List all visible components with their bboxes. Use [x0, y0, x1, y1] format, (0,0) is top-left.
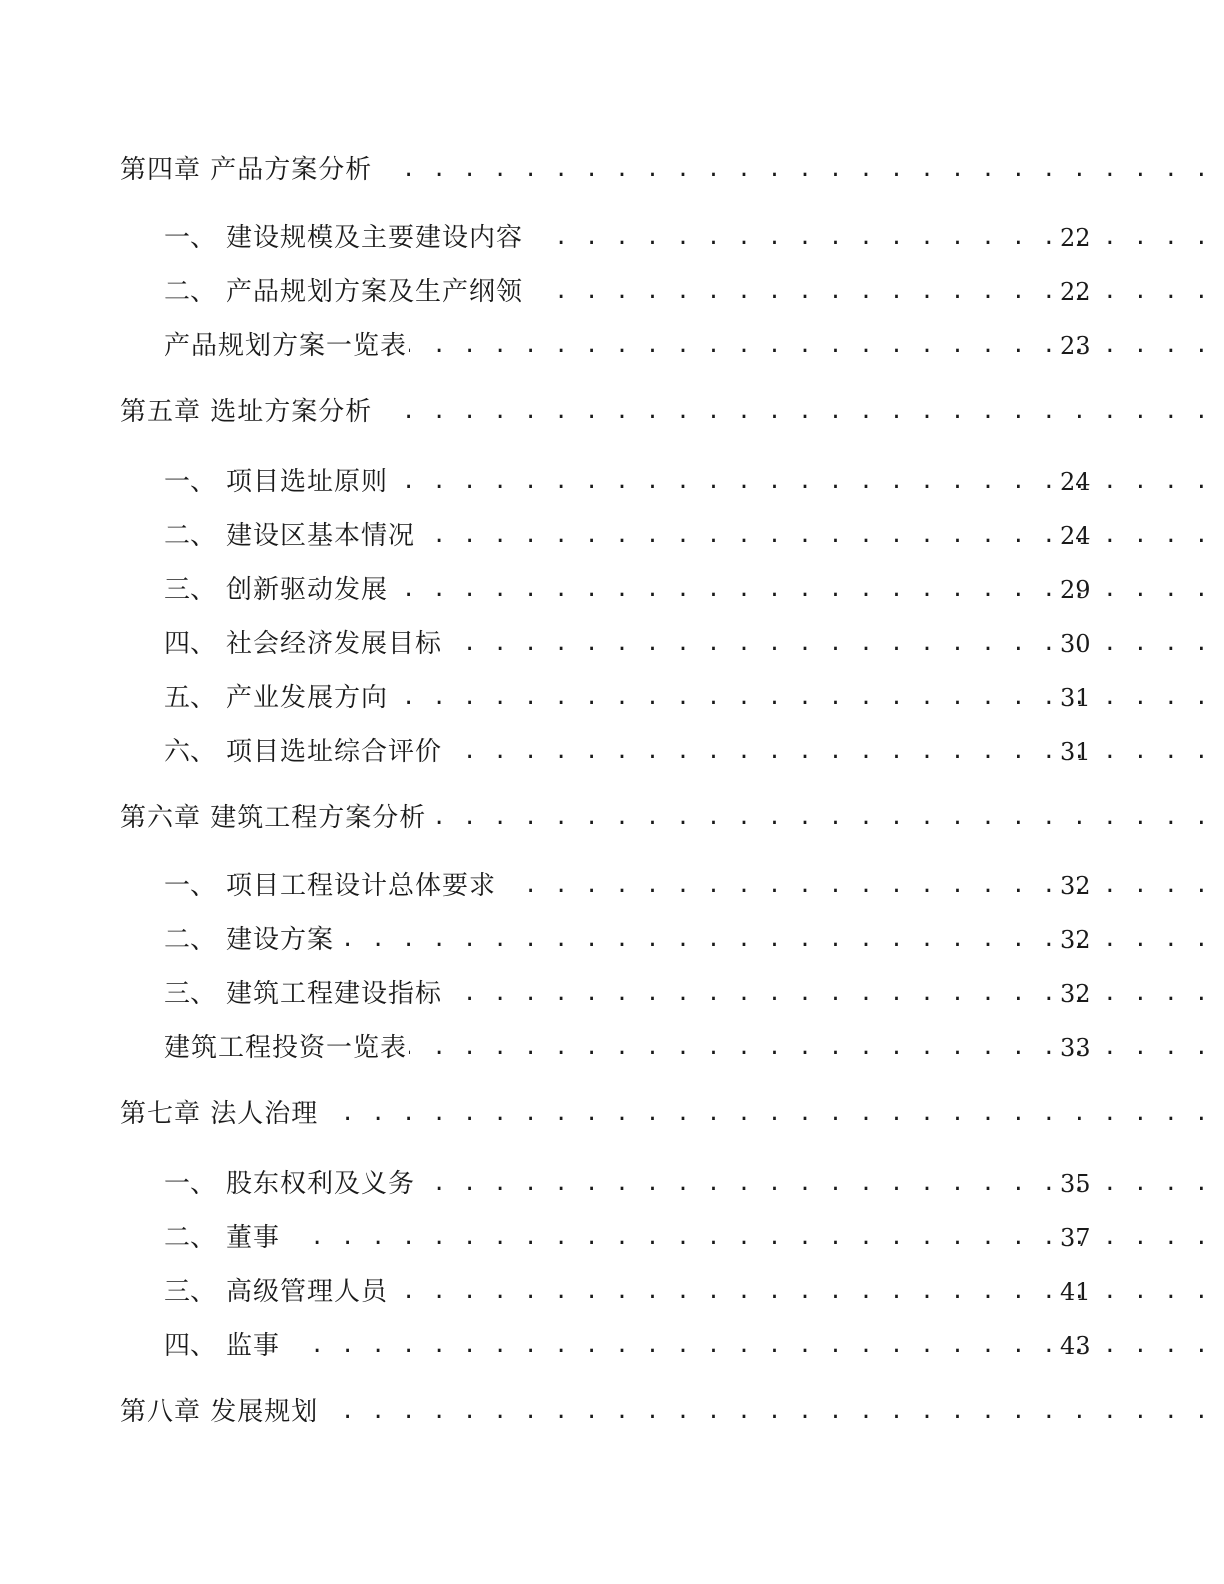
toc-section-number: 二、: [164, 521, 217, 551]
toc-chapter-4[interactable]: [120, 150, 1210, 190]
toc-chapter-title: 第八章 发展规划: [120, 1397, 319, 1427]
toc-page-number: . . . 37: [1060, 1224, 1091, 1252]
toc-section-5-6[interactable]: [164, 732, 1210, 772]
dot-leader: [533, 272, 1210, 312]
toc-section-5-1[interactable]: [164, 462, 1210, 502]
toc-chapter-title: 第七章 法人治理: [120, 1099, 319, 1129]
toc-section-number: 三、: [164, 1277, 217, 1307]
dot-leader: [382, 150, 1210, 190]
toc-page-number: . . . 29: [1060, 576, 1091, 604]
toc-section-title: 项目工程设计总体要求: [226, 871, 497, 901]
toc-section-6-3[interactable]: [164, 974, 1210, 1014]
toc-section-title: 股东权利及义务: [226, 1169, 416, 1199]
toc-page-number: . . . 32: [1060, 872, 1091, 900]
dot-leader: [417, 1164, 1210, 1204]
toc-page-number: . . . 22: [1060, 224, 1091, 252]
dot-leader: [290, 1218, 1210, 1258]
toc-chapter-title: 第六章 建筑工程方案分析: [120, 803, 427, 833]
dot-leader: [382, 392, 1210, 432]
toc-section-title: 项目选址原则: [226, 467, 389, 497]
toc-table-title: 建筑工程投资一览表: [164, 1033, 408, 1063]
toc-page-number: . . . 41: [1060, 1278, 1091, 1306]
toc-section-title: 社会经济发展目标: [226, 629, 443, 659]
toc-page-number: . . . 24: [1060, 522, 1091, 550]
toc-section-number: 四、: [164, 629, 217, 659]
dot-leader: [506, 866, 1210, 906]
toc-section-title: 产业发展方向: [226, 683, 389, 713]
dot-leader: [409, 1028, 1210, 1068]
toc-page-number: . . . 32: [1060, 926, 1091, 954]
toc-section-number: 一、: [164, 467, 217, 497]
toc-section-title: 建筑工程建设指标: [226, 979, 443, 1009]
toc-page-number: . . . 31: [1060, 684, 1091, 712]
toc-section-5-4[interactable]: [164, 624, 1210, 664]
toc-section-title: 高级管理人员: [226, 1277, 389, 1307]
toc-chapter-5[interactable]: [120, 392, 1210, 432]
dot-leader: [290, 1326, 1210, 1366]
toc-section-number: 四、: [164, 1331, 217, 1361]
toc-page-number: . . . 31: [1060, 738, 1091, 766]
dot-leader: [390, 1272, 1210, 1312]
toc-page-number: . . . 22: [1060, 278, 1091, 306]
toc-section-7-1[interactable]: [164, 1164, 1210, 1204]
toc-section-6-2[interactable]: [164, 920, 1210, 960]
toc-table-4-1[interactable]: [164, 326, 1210, 366]
toc-section-number: 三、: [164, 575, 217, 605]
toc-section-title: 产品规划方案及生产纲领: [226, 277, 524, 307]
toc-section-title: 董事: [226, 1223, 281, 1253]
toc-section-title: 建设区基本情况: [226, 521, 416, 551]
toc-section-5-3[interactable]: [164, 570, 1210, 610]
dot-leader: [452, 974, 1210, 1014]
dot-leader: [390, 570, 1210, 610]
toc-page-number: . . . 32: [1060, 980, 1091, 1008]
toc-table-title: 产品规划方案一览表: [164, 331, 408, 361]
toc-section-7-3[interactable]: [164, 1272, 1210, 1312]
toc-section-number: 一、: [164, 871, 217, 901]
toc-section-number: 三、: [164, 979, 217, 1009]
toc-section-title: 监事: [226, 1331, 281, 1361]
toc-section-6-1[interactable]: [164, 866, 1210, 906]
dot-leader: [320, 1094, 1210, 1134]
toc-section-title: 建设规模及主要建设内容: [226, 223, 524, 253]
toc-page-number: . . . 35: [1060, 1170, 1091, 1198]
toc-chapter-title: 第四章 产品方案分析: [120, 155, 373, 185]
dot-leader: [409, 326, 1210, 366]
toc-section-5-2[interactable]: [164, 516, 1210, 556]
dot-leader: [390, 678, 1210, 718]
dot-leader: [320, 1392, 1210, 1432]
toc-page-number: . . . 24: [1060, 468, 1091, 496]
toc-table-6-1[interactable]: [164, 1028, 1210, 1068]
toc-section-7-4[interactable]: [164, 1326, 1210, 1366]
toc-chapter-6[interactable]: [120, 798, 1210, 838]
toc-section-number: 一、: [164, 1169, 217, 1199]
toc-section-number: 一、: [164, 223, 217, 253]
dot-leader: [428, 798, 1210, 838]
toc-section-number: 六、: [164, 737, 217, 767]
dot-leader: [452, 732, 1210, 772]
toc-section-number: 二、: [164, 1223, 217, 1253]
toc-chapter-8[interactable]: [120, 1392, 1210, 1432]
toc-page-number: . . . 23: [1060, 332, 1091, 360]
toc-chapter-7[interactable]: [120, 1094, 1210, 1134]
toc-section-4-1[interactable]: [164, 218, 1210, 258]
toc-chapter-title: 第五章 选址方案分析: [120, 397, 373, 427]
dot-leader: [452, 624, 1210, 664]
toc-section-title: 项目选址综合评价: [226, 737, 443, 767]
toc-section-title: 创新驱动发展: [226, 575, 389, 605]
toc-section-number: 二、: [164, 277, 217, 307]
dot-leader: [336, 920, 1210, 960]
toc-section-4-2[interactable]: [164, 272, 1210, 312]
toc-section-5-5[interactable]: [164, 678, 1210, 718]
toc-page-number: . . . 33: [1060, 1034, 1091, 1062]
toc-page-number: . . . 30: [1060, 630, 1091, 658]
dot-leader: [417, 516, 1210, 556]
toc-section-number: 五、: [164, 683, 217, 713]
toc-page-number: . . . 43: [1060, 1332, 1091, 1360]
toc-section-7-2[interactable]: [164, 1218, 1210, 1258]
toc-section-title: 建设方案: [226, 925, 335, 955]
toc-section-number: 二、: [164, 925, 217, 955]
dot-leader: [533, 218, 1210, 258]
dot-leader: [390, 462, 1210, 502]
